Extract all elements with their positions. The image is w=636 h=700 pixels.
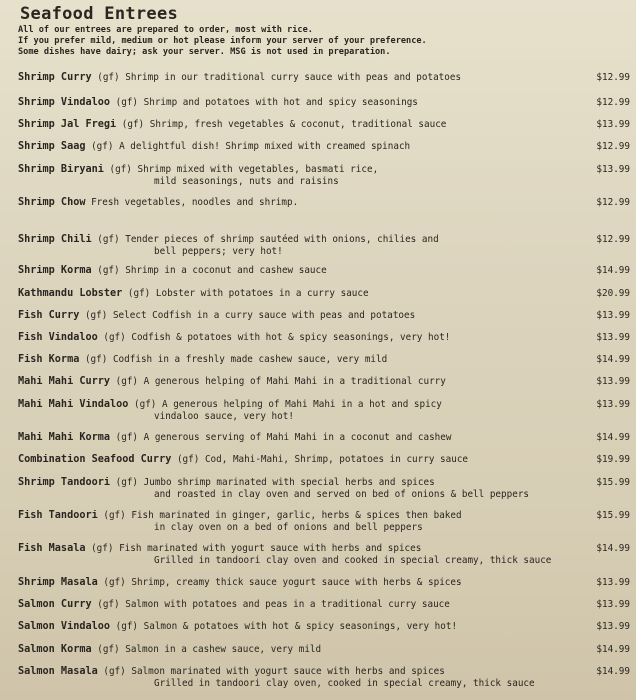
- menu-item-text: [18, 354, 578, 366]
- menu-item-text: [18, 234, 578, 246]
- menu-item-row: [18, 97, 630, 109]
- menu-item-name: Salmon Korma: [18, 644, 92, 655]
- menu-item: [18, 432, 630, 444]
- menu-item: [18, 543, 630, 567]
- menu-item: [18, 477, 630, 501]
- menu-item-name: Shrimp Masala: [18, 577, 98, 588]
- menu-item-price: $12.99: [596, 234, 630, 245]
- menu-item-price: $13.99: [596, 376, 630, 387]
- menu-item-price: $14.99: [596, 354, 630, 365]
- menu-item-price: $15.99: [596, 510, 630, 521]
- menu-item-name: Kathmandu Lobster: [18, 288, 123, 299]
- menu-item-text: [18, 72, 578, 84]
- menu-item-row: [18, 265, 630, 277]
- menu-item-price: $13.99: [596, 399, 630, 410]
- menu-item-price: $13.99: [596, 119, 630, 130]
- menu-item-price: $12.99: [596, 97, 630, 108]
- menu-item: [18, 72, 630, 84]
- menu-item-text: [18, 477, 578, 489]
- menu-item-row: [18, 119, 630, 131]
- menu-item: [18, 577, 630, 589]
- menu-item-description: Salmon in a cashew sauce, very mild: [125, 644, 322, 655]
- menu-item-tag: (gf): [97, 599, 120, 610]
- menu-item-description-continued: and roasted in clay oven and served on bed of onions & bell peppers: [154, 489, 530, 500]
- menu-item-row: [18, 310, 630, 322]
- menu-item-description: Jumbo shrimp marinated with special herbs and spices: [143, 477, 435, 488]
- menu-item-text: [18, 197, 578, 209]
- menu-item-tag: (gf): [84, 354, 108, 365]
- menu-item-row: [18, 599, 630, 611]
- menu-item: [18, 97, 630, 109]
- menu-item: [18, 119, 630, 131]
- menu-item-row: [18, 477, 630, 489]
- menu-item-row: [18, 332, 630, 344]
- menu-item-price: $14.99: [596, 265, 630, 276]
- menu-item-row: [18, 399, 630, 411]
- menu-item: [18, 399, 630, 423]
- menu-item-price: $20.99: [596, 288, 630, 299]
- menu-item-name: Shrimp Korma: [18, 265, 92, 276]
- menu-item: [18, 666, 630, 690]
- menu-item-tag: (gf): [97, 644, 120, 655]
- menu-item-name: Fish Tandoori: [18, 510, 98, 521]
- menu-item-tag: (gf): [121, 119, 145, 130]
- menu-item-price: $14.99: [596, 666, 630, 677]
- menu-item-description: Shrimp, creamy thick sauce yogurt sauce with herbs & spices: [131, 577, 462, 588]
- menu-item-price: $12.99: [596, 141, 630, 152]
- menu-item-name: Mahi Mahi Korma: [18, 432, 111, 443]
- menu-item-text: [18, 621, 578, 633]
- menu-item-description-continued: vindaloo sauce, very hot!: [154, 411, 294, 422]
- menu-item-price: $14.99: [596, 543, 630, 554]
- menu-item: [18, 141, 630, 153]
- menu-item-name: Salmon Curry: [18, 599, 92, 610]
- menu-item-text: [18, 376, 578, 388]
- menu-item-price: $13.99: [596, 599, 630, 610]
- menu-item: [18, 644, 630, 656]
- menu-item: [18, 510, 630, 534]
- menu-item-tag: (gf): [103, 510, 126, 521]
- menu-item-tag: (gf): [134, 399, 157, 410]
- menu-item-row: [18, 164, 630, 176]
- menu-item-tag: (gf): [115, 432, 139, 443]
- menu-item-tag: (gf): [84, 310, 108, 321]
- menu-item-tag: (gf): [91, 543, 114, 554]
- menu-item: [18, 164, 630, 188]
- menu-item: [18, 599, 630, 611]
- menu-item-tag: (gf): [97, 72, 120, 83]
- menu-item-row: [18, 197, 630, 209]
- menu-item-text: [18, 265, 578, 277]
- menu-item-tag: (gf): [103, 577, 126, 588]
- menu-item: [18, 265, 630, 277]
- menu-item-price: $19.99: [596, 454, 630, 465]
- menu-item: [18, 354, 630, 366]
- menu-item: [18, 454, 630, 466]
- menu-item-description: Tender pieces of shrimp sautéed with onions, chilies and: [125, 234, 439, 245]
- menu-item-tag: (gf): [97, 234, 120, 245]
- menu-item-row: [18, 288, 630, 300]
- menu-item-name: Shrimp Curry: [18, 72, 92, 83]
- menu-item-row: [18, 644, 630, 656]
- menu-item-tag: (gf): [176, 454, 200, 465]
- menu-item-price: $13.99: [596, 577, 630, 588]
- menu-item: [18, 621, 630, 633]
- menu-item-name: Combination Seafood Curry: [18, 454, 172, 465]
- menu-item-name: Salmon Vindaloo: [18, 621, 111, 632]
- menu-item-description-continued: bell peppers; very hot!: [154, 246, 283, 257]
- menu-item: [18, 376, 630, 388]
- menu-item: [18, 332, 630, 344]
- menu-item-row: [18, 543, 630, 555]
- menu-item-description: Codfish & potatoes with hot & spicy seasonings, very hot!: [131, 332, 451, 343]
- menu-item-text: [18, 666, 578, 678]
- menu-item-tag: (gf): [115, 376, 139, 387]
- menu-item-name: Mahi Mahi Vindaloo: [18, 399, 129, 410]
- menu-item-tag: (gf): [127, 288, 151, 299]
- menu-item-text: [18, 454, 578, 466]
- menu-item-name: Salmon Masala: [18, 666, 98, 677]
- menu-item-price: $13.99: [596, 310, 630, 321]
- menu-item-row: [18, 432, 630, 444]
- menu-item-description: Fish marinated with yogurt sauce with herbs and spices: [119, 543, 422, 554]
- menu-item-price: $15.99: [596, 477, 630, 488]
- menu-item-tag: (gf): [91, 141, 114, 152]
- intro-notes: [18, 25, 618, 58]
- menu-item-row: [18, 141, 630, 153]
- menu-item-name: Shrimp Chili: [18, 234, 92, 245]
- menu-item-description-continued: Grilled in tandoori clay oven, cooked in special creamy, thick sauce: [154, 678, 535, 689]
- menu-item-description: Shrimp and potatoes with hot and spicy seasonings: [143, 97, 418, 108]
- menu-item-row: [18, 376, 630, 388]
- menu-item-description: Shrimp in our traditional curry sauce with peas and potatoes: [125, 72, 462, 83]
- menu-item-text: [18, 432, 578, 444]
- menu-item: [18, 310, 630, 322]
- menu-item-price: $12.99: [596, 72, 630, 83]
- menu-item-description: A generous serving of Mahi Mahi in a coconut and cashew: [143, 432, 452, 443]
- menu-item-tag: (gf): [97, 265, 120, 276]
- menu-item-description: Shrimp mixed with vegetables, basmati rice,: [137, 164, 379, 175]
- menu-item-description: Fresh vegetables, noodles and shrimp.: [91, 197, 299, 208]
- menu-item-text: [18, 97, 578, 109]
- menu-item-tag: (gf): [103, 332, 126, 343]
- menu-item-name: Shrimp Chow: [18, 197, 86, 208]
- menu-item-description-continued: in clay oven on a bed of onions and bell peppers: [154, 522, 423, 533]
- menu-item-tag: (gf): [115, 621, 139, 632]
- menu-item-description-continued: mild seasonings, nuts and raisins: [154, 176, 339, 187]
- menu-item-name: Shrimp Jal Fregi: [18, 119, 117, 130]
- menu-item-name: Fish Masala: [18, 543, 86, 554]
- menu-item-row: [18, 354, 630, 366]
- menu-item-description: Salmon & potatoes with hot & spicy seasonings, very hot!: [143, 621, 458, 632]
- menu-item-text: [18, 599, 578, 611]
- menu-item-name: Fish Korma: [18, 354, 80, 365]
- menu-item-price: $13.99: [596, 332, 630, 343]
- menu-item-name: Shrimp Biryani: [18, 164, 104, 175]
- menu-item-text: [18, 119, 578, 131]
- menu-item-price: $12.99: [596, 197, 630, 208]
- menu-item-name: Shrimp Saag: [18, 141, 86, 152]
- menu-item-description: Salmon marinated with yogurt sauce with herbs and spices: [131, 666, 445, 677]
- menu-item: [18, 197, 630, 209]
- menu-item-description: Cod, Mahi-Mahi, Shrimp, potatoes in curry sauce: [204, 454, 469, 465]
- menu-item-name: Fish Vindaloo: [18, 332, 98, 343]
- menu-item-name: Fish Curry: [18, 310, 80, 321]
- menu-item-price: $13.99: [596, 164, 630, 175]
- menu-item-name: Mahi Mahi Curry: [18, 376, 111, 387]
- menu-item-price: $13.99: [596, 621, 630, 632]
- intro-line: If you prefer mild, medium or hot please inform your server of your preference.: [18, 36, 427, 46]
- menu-item-row: [18, 577, 630, 589]
- menu-item-text: [18, 310, 578, 322]
- page-title: Seafood Entrees: [20, 4, 179, 24]
- menu-item-description: A generous helping of Mahi Mahi in a hot and spicy: [162, 399, 442, 410]
- menu-item-description: Shrimp in a coconut and cashew sauce: [125, 265, 327, 276]
- menu-item: [18, 234, 630, 258]
- menu-item-description: Lobster with potatoes in a curry sauce: [155, 288, 369, 299]
- menu-item-price: $14.99: [596, 432, 630, 443]
- menu-item-description: A generous helping of Mahi Mahi in a traditional curry: [143, 376, 446, 387]
- menu-item-row: [18, 72, 630, 84]
- menu-item-description: Fish marinated in ginger, garlic, herbs & spices then baked: [131, 510, 462, 521]
- menu-item-description: Salmon with potatoes and peas in a traditional curry sauce: [125, 599, 450, 610]
- menu-item-text: [18, 399, 578, 411]
- menu-item-name: Shrimp Tandoori: [18, 477, 111, 488]
- menu-item-description-continued: Grilled in tandoori clay oven and cooked in special creamy, thick sauce: [154, 555, 552, 566]
- menu-item: [18, 288, 630, 300]
- menu-item-tag: (gf): [115, 477, 139, 488]
- menu-item-row: [18, 510, 630, 522]
- menu-item-tag: (gf): [109, 164, 132, 175]
- menu-item-row: [18, 234, 630, 246]
- menu-item-row: [18, 666, 630, 678]
- menu-item-tag: (gf): [103, 666, 126, 677]
- menu-item-description: Shrimp, fresh vegetables & coconut, traditional sauce: [149, 119, 447, 130]
- menu-item-text: [18, 332, 578, 344]
- menu-item-row: [18, 621, 630, 633]
- menu-item-description: Codfish in a freshly made cashew sauce, very mild: [112, 354, 388, 365]
- menu-item-text: [18, 164, 578, 176]
- menu-item-name: Shrimp Vindaloo: [18, 97, 111, 108]
- intro-line: All of our entrees are prepared to order, most with rice.: [18, 25, 313, 35]
- menu-item-tag: (gf): [115, 97, 139, 108]
- intro-line: Some dishes have dairy; ask your server. MSG is not used in preparation.: [18, 47, 391, 57]
- menu-item-text: [18, 577, 578, 589]
- menu-item-description: A delightful dish! Shrimp mixed with creamed spinach: [119, 141, 411, 152]
- menu-item-text: [18, 543, 578, 555]
- menu-item-row: [18, 454, 630, 466]
- menu-item-text: [18, 288, 578, 300]
- menu-item-text: [18, 644, 578, 656]
- menu-item-price: $14.99: [596, 644, 630, 655]
- menu-item-text: [18, 510, 578, 522]
- menu-item-description: Select Codfish in a curry sauce with peas and potatoes: [112, 310, 416, 321]
- menu-item-text: [18, 141, 578, 153]
